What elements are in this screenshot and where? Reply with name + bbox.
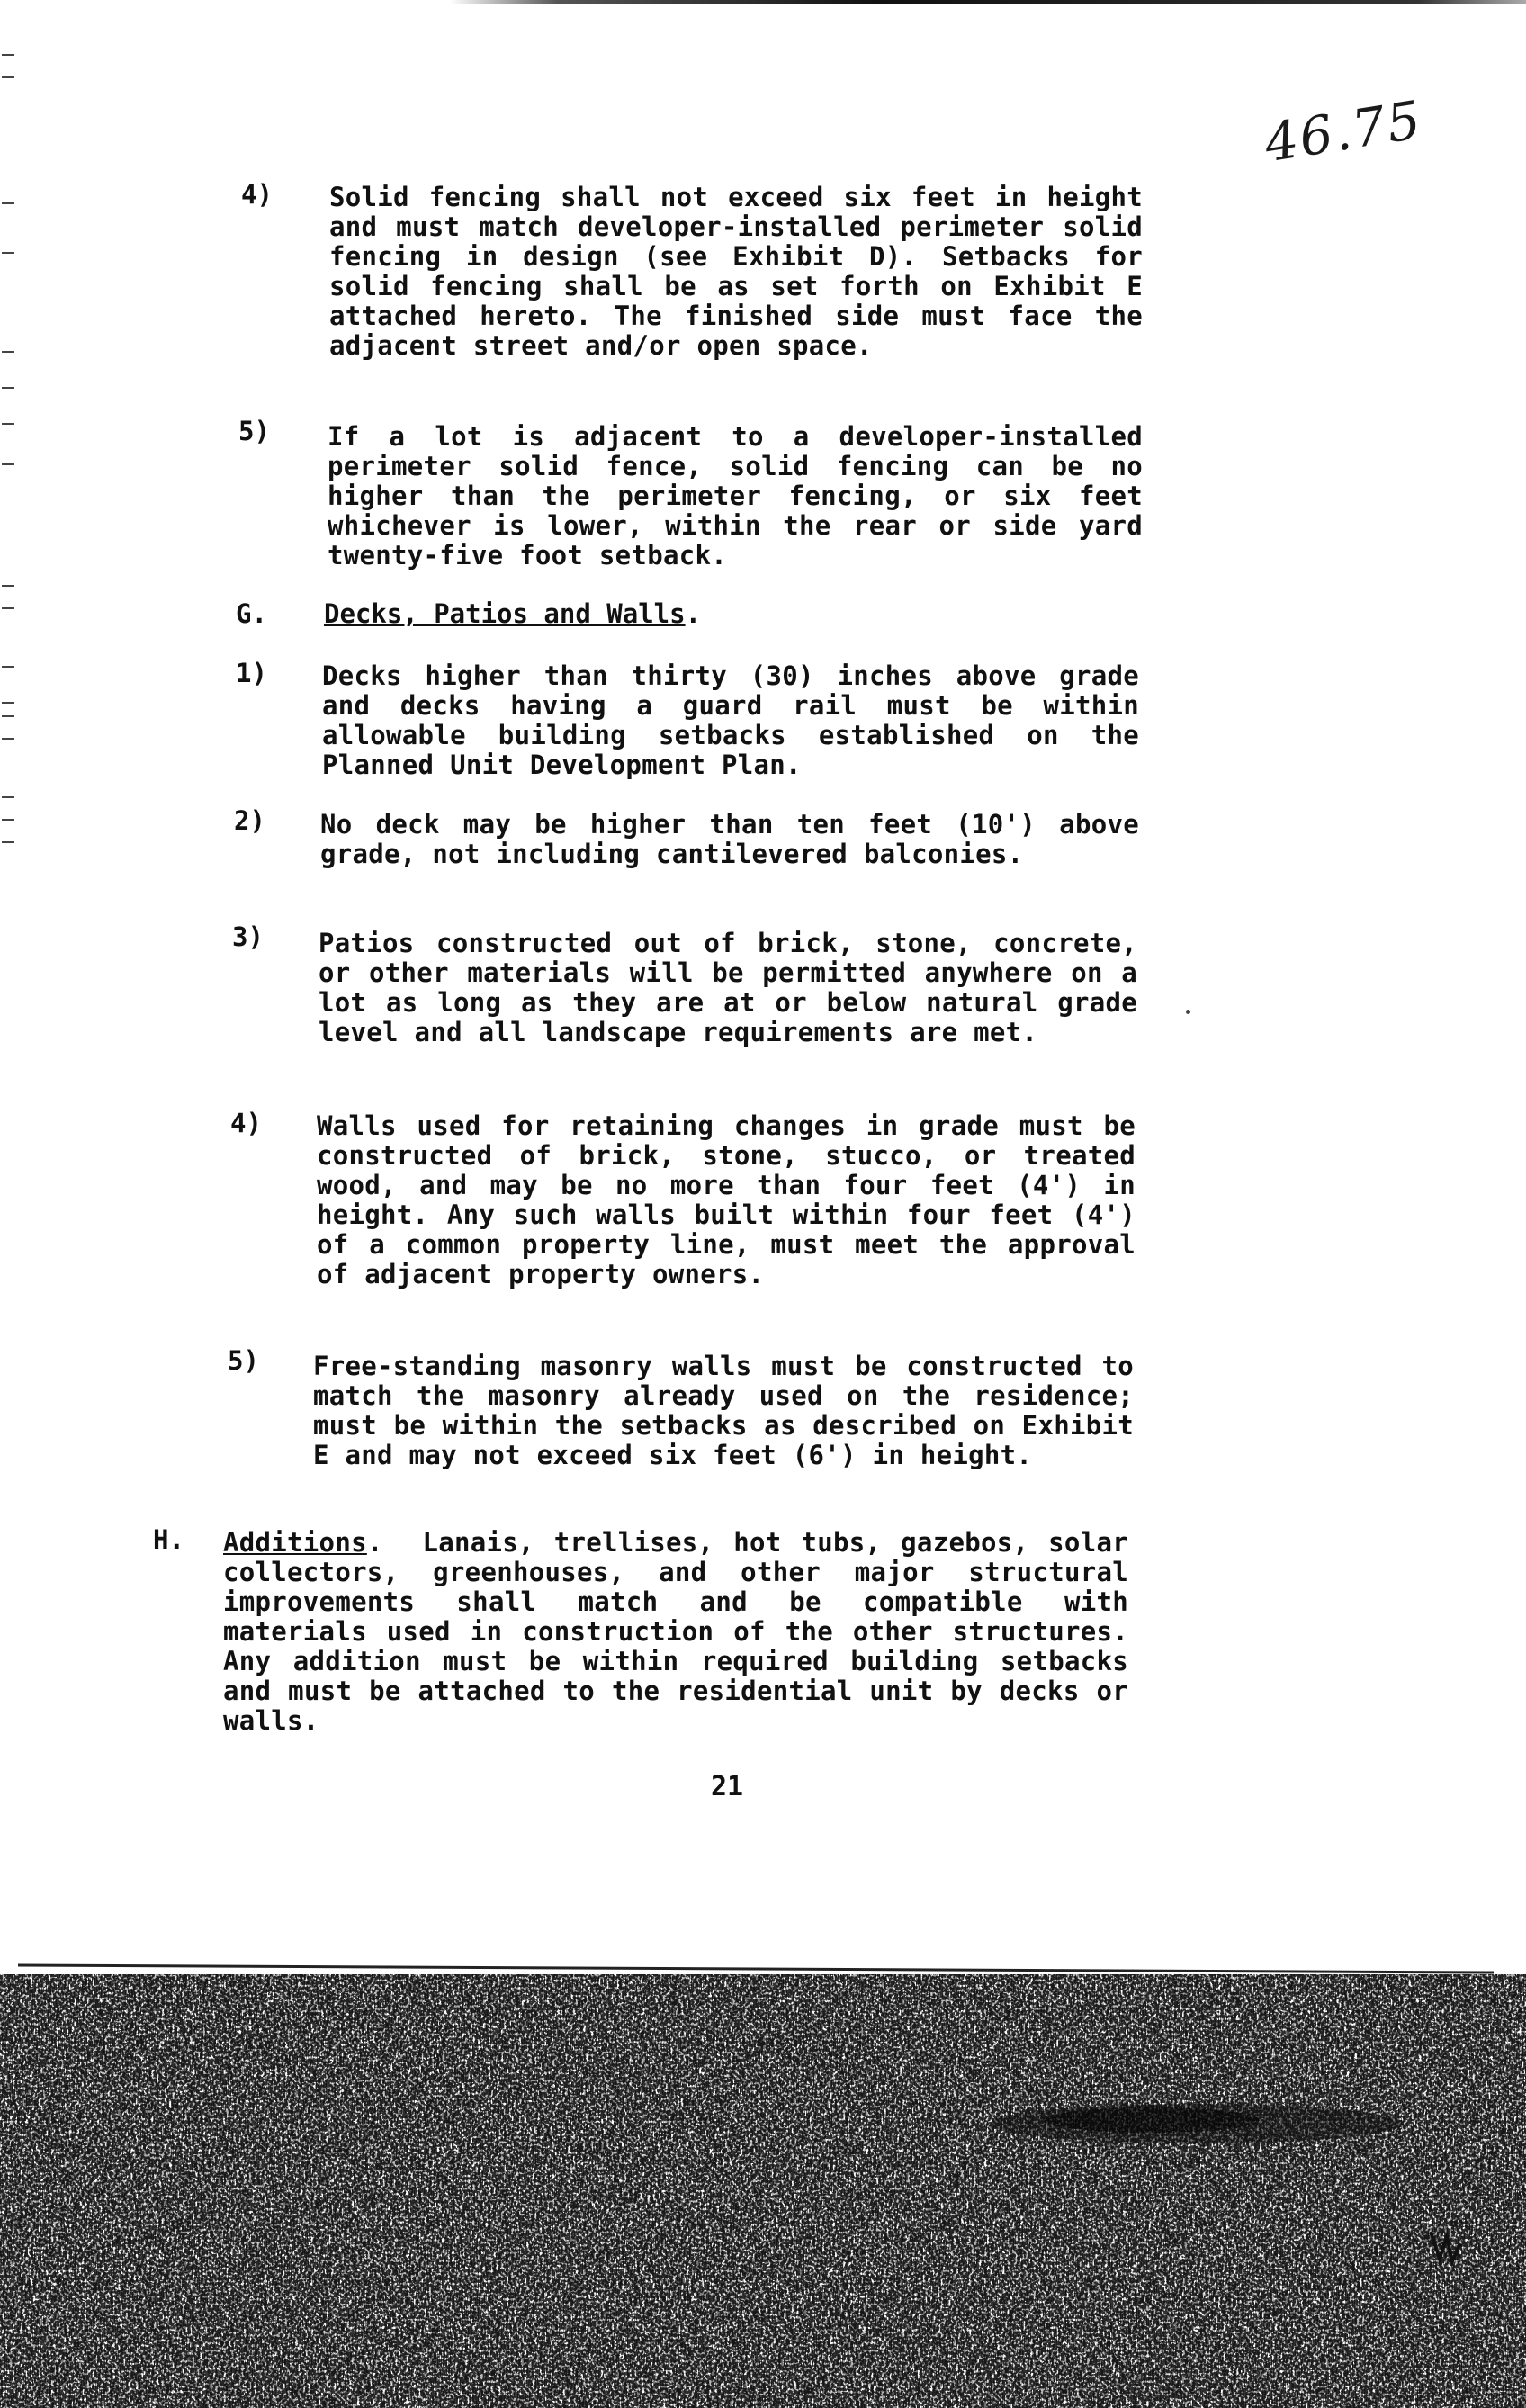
item-number: 4) (241, 179, 273, 210)
item-text: No deck may be higher than ten feet (10') above grade, not including cantilevered balconies. (320, 809, 1139, 869)
section-g-letter: G. (236, 598, 267, 629)
section-h-paragraph (223, 1528, 1128, 1736)
scan-noise (0, 1962, 1526, 2408)
item-text: Solid fencing shall not exceed six feet in height and must match developer-installed perimeter solid fencing in design (see Exhibit D). Setbacks for solid fencing shall be as set forth on Exhibit E attached hereto. The finished side must face the adjacent street and/or open space. (329, 182, 1143, 361)
item-text: If a lot is adjacent to a developer-installed perimeter solid fence, solid fencing can be no higher than the perimeter fencing, or six feet whichever is lower, within the rear or side yard twenty-five foot setback. (328, 421, 1143, 571)
item-number: 4) (230, 1108, 262, 1138)
section-h-letter: H. (153, 1524, 184, 1555)
stray-mark (1186, 1010, 1190, 1014)
item-number: 5) (238, 416, 270, 446)
item-text: Walls used for retaining changes in grade must be constructed of brick, stone, stucco, or treated wood, and may be no more than four feet (4') in height. Any such walls built within four feet (4') of a common property line, must meet the approval of adjacent property owners. (317, 1110, 1136, 1289)
section-h-title: Additions (223, 1527, 367, 1558)
section-g-title-suffix: . (685, 598, 702, 629)
section-h-title-suffix: . (366, 1527, 383, 1558)
page-number: 21 (711, 1771, 744, 1802)
section-g-heading (324, 599, 701, 628)
item-number: 1) (236, 658, 267, 688)
handwritten-note: 46.75 (1260, 88, 1427, 175)
item-number: 2) (234, 805, 265, 836)
section-h-text: Lanais, trellises, hot tubs, gazebos, solar collectors, greenhouses, and other major structural improvements shall match and be compatible with materials used in construction of the other structures. Any addition must be within required building setbacks and must be attached to the residential unit by decks or walls. (223, 1527, 1128, 1736)
margin-ticks (0, 36, 18, 846)
item-text: Decks higher than thirty (30) inches above grade and decks having a guard rail must be within allowable building setbacks established on the Planned Unit Development Plan. (322, 660, 1139, 780)
item-text: Free-standing masonry walls must be constructed to match the masonry already used on the residence; must be within the setbacks as described on Exhibit E and may not exceed six feet (6') in height. (313, 1351, 1134, 1470)
item-number: 5) (228, 1345, 259, 1376)
scan-top-edge (450, 0, 1526, 4)
item-number: 3) (232, 921, 264, 952)
section-g-title: Decks, Patios and Walls (324, 598, 686, 629)
item-text: Patios constructed out of brick, stone, concrete, or other materials will be permitted anywhere on a lot as long as they are at or below natural grade level and all landscape requirements are met. (319, 928, 1137, 1047)
